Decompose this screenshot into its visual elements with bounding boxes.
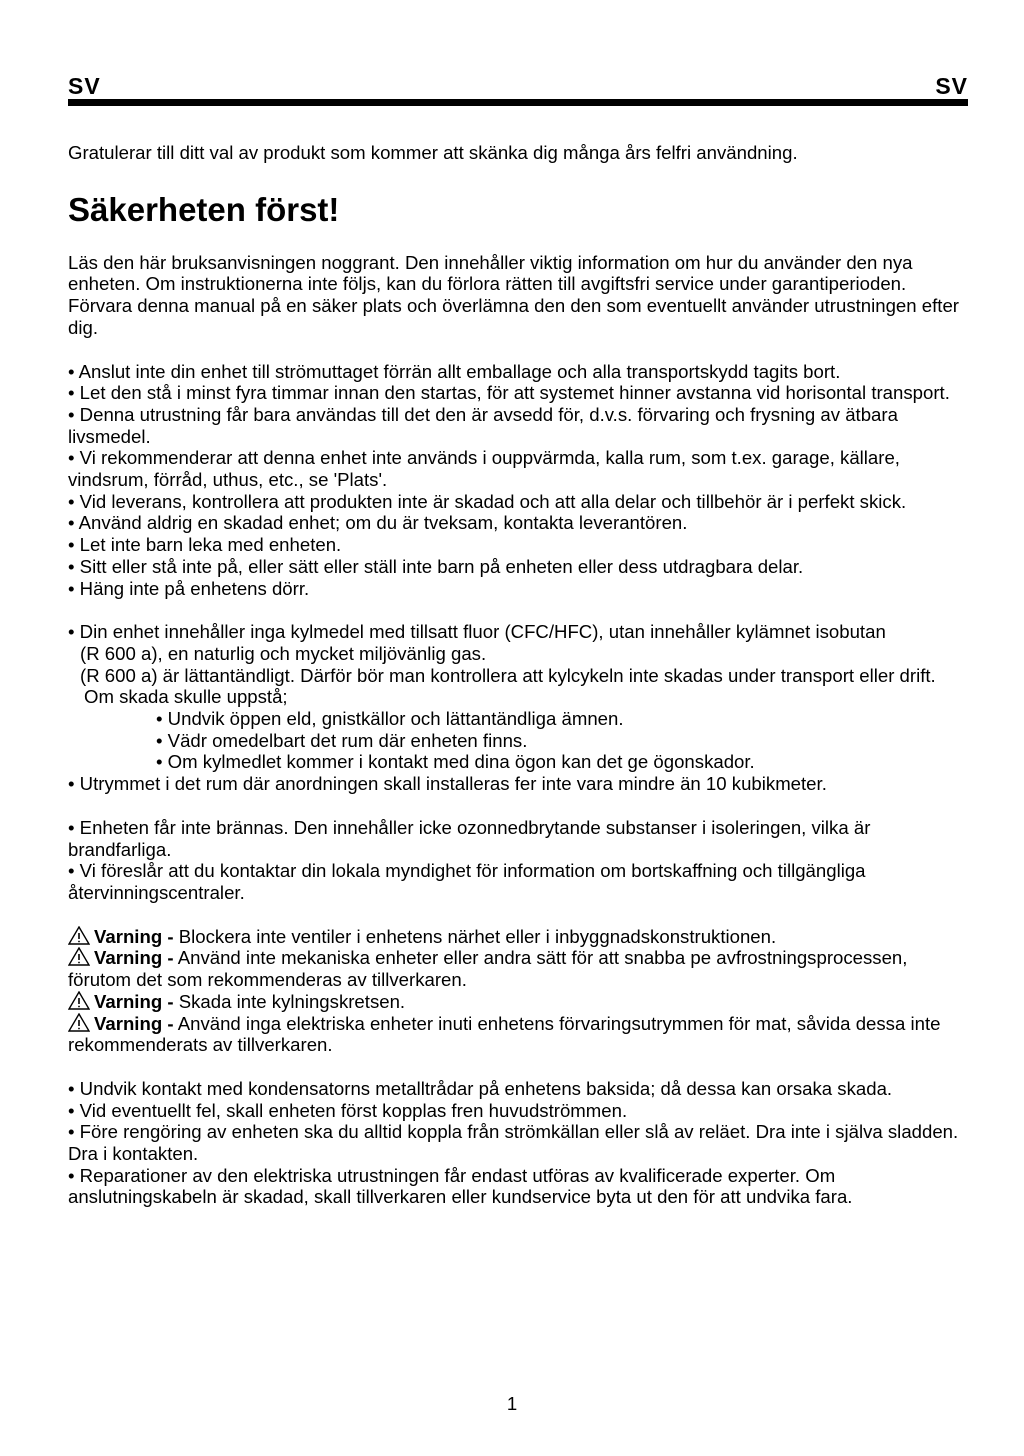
warning-label: Varning - (94, 1012, 174, 1034)
list-item: • Vid eventuellt fel, skall enheten först kopplas fren huvudströmmen. (68, 1099, 628, 1121)
warning-triangle-icon (68, 1013, 90, 1032)
list-item: • Vid leverans, kontrollera att produkten inte är skadad och att alla delar och tillbehör är i perfekt skick. (68, 490, 907, 512)
list-item: • Anslut inte din enhet till strömuttaget förrän allt emballage och alla transportskydd tagits bort. (68, 360, 841, 382)
list-item: • Enheten får inte brännas. Den innehåller icke ozonnedbrytande substanser i isoleringen, vilka är brandfarliga. (68, 816, 871, 860)
intro-paragraph: Läs den här bruksanvisningen noggrant. Den innehåller viktig information om hur du använder den nya enheten. Om instruktionerna inte följs, kan du förlora rätten till avgiftsfri service under garantiperioden. Förvara denna manual på en säker plats och överlämna den den som eventuellt använder utrustningen efter dig. (68, 251, 959, 338)
page-number: 1 (506, 1393, 518, 1414)
warning-item (68, 1013, 973, 1056)
spacer (68, 795, 973, 817)
refrigerant-line: (R 600 a) är lättantändligt. Därför bör man kontrollera att kylcykeln inte skadas under transport eller drift. (80, 664, 936, 686)
header-language-left: SV (68, 73, 101, 99)
list-item: • Häng inte på enhetens dörr. (68, 577, 310, 599)
warning-triangle-icon (68, 947, 90, 966)
page-title: Säkerheten först! (68, 190, 340, 228)
warning-text: Använd inte mekaniska enheter eller andra sätt för att snabba pe avfrostningsprocessen, förutom det som rekommenderas av tillverkaren. (68, 947, 908, 991)
list-item: • Let den stå i minst fyra timmar innan den startas, för att systemet hinner avstanna vid horisontal transport. (68, 382, 950, 404)
spacer (68, 1056, 973, 1078)
list-item: • Sitt eller stå inte på, eller sätt eller ställ inte barn på enheten eller dess utdragbara delar. (68, 555, 804, 577)
warning-label: Varning - (94, 990, 174, 1012)
refrigerant-line: Om skada skulle uppstå; (84, 686, 288, 708)
warning-text: Använd inga elektriska enheter inuti enhetens förvaringsutrymmen för mat, såvida dessa inte rekommenderats av tillverkaren. (68, 1012, 941, 1056)
header-rule (68, 99, 968, 106)
list-item: • Före rengöring av enheten ska du alltid koppla från strömkällan eller slå av reläet. Dra inte i själva sladden. Dra i kontakten. (68, 1121, 959, 1165)
sub-list-item: • Undvik öppen eld, gnistkällor och lättantändliga ämnen. (156, 708, 624, 730)
list-item: • Utrymmet i det rum där anordningen skall installeras fer inte vara mindre än 10 kubikmeter. (68, 773, 827, 795)
list-item: • Vi rekommenderar att denna enhet inte används i ouppvärmda, kalla rum, som t.ex. garage, källare, vindsrum, förråd, uthus, etc., se 'Plats'. (68, 447, 900, 491)
list-item: • Din enhet innehåller inga kylmedel med tillsatt fluor (CFC/HFC), utan innehåller kylämnet isobutan (68, 621, 886, 643)
warning-item (68, 991, 973, 1013)
list-item: • Använd aldrig en skadad enhet; om du är tveksam, kontakta leverantören. (68, 512, 688, 534)
warning-list (68, 926, 973, 1056)
list-item: • Let inte barn leka med enheten. (68, 534, 342, 556)
document-body (68, 142, 973, 1208)
list-item: • Denna utrustning får bara användas till det den är avsedd för, d.v.s. förvaring och frysning av ätbara livsmedel. (68, 403, 898, 447)
warning-label: Varning - (94, 925, 174, 947)
bullet-list-electrical (68, 1078, 973, 1208)
list-item: • Undvik kontakt med kondensatorns metalltrådar på enhetens baksida; då dessa kan orsaka skada. (68, 1077, 893, 1099)
spacer (68, 904, 973, 926)
sub-list-item: • Vädr omedelbart det rum där enheten finns. (156, 729, 528, 751)
refrigerant-line: (R 600 a), en naturlig och mycket miljövänlig gas. (80, 642, 487, 664)
spacer (68, 599, 973, 621)
warning-item (68, 947, 973, 990)
warning-text: Skada inte kylningskretsen. (178, 990, 406, 1012)
refrigerant-section (68, 621, 973, 795)
sub-list-item: • Om kylmedlet kommer i kontakt med dina ögon kan det ge ögonskador. (156, 751, 755, 773)
warning-triangle-icon (68, 926, 90, 945)
bullet-list-general (68, 361, 973, 600)
warning-text: Blockera inte ventiler i enhetens närhet eller i inbyggnadskonstruktionen. (178, 925, 777, 947)
bullet-list-disposal (68, 817, 973, 904)
list-item: • Reparationer av den elektriska utrustningen får endast utföras av kvalificerade experter. Om anslutningskabeln är skadad, skall tillverkaren eller kundservice byta ut den för att undvika fara. (68, 1164, 853, 1208)
intro-text: Gratulerar till ditt val av produkt som kommer att skänka dig många års felfri användning. (68, 142, 798, 163)
warning-label: Varning - (94, 947, 174, 969)
list-item: • Vi föreslår att du kontaktar din lokala myndighet för information om bortskaffning och tillgängliga återvinningscentraler. (68, 860, 866, 903)
warning-triangle-icon (68, 991, 90, 1010)
warning-item (68, 926, 973, 948)
header-language-right: SV (935, 73, 968, 99)
